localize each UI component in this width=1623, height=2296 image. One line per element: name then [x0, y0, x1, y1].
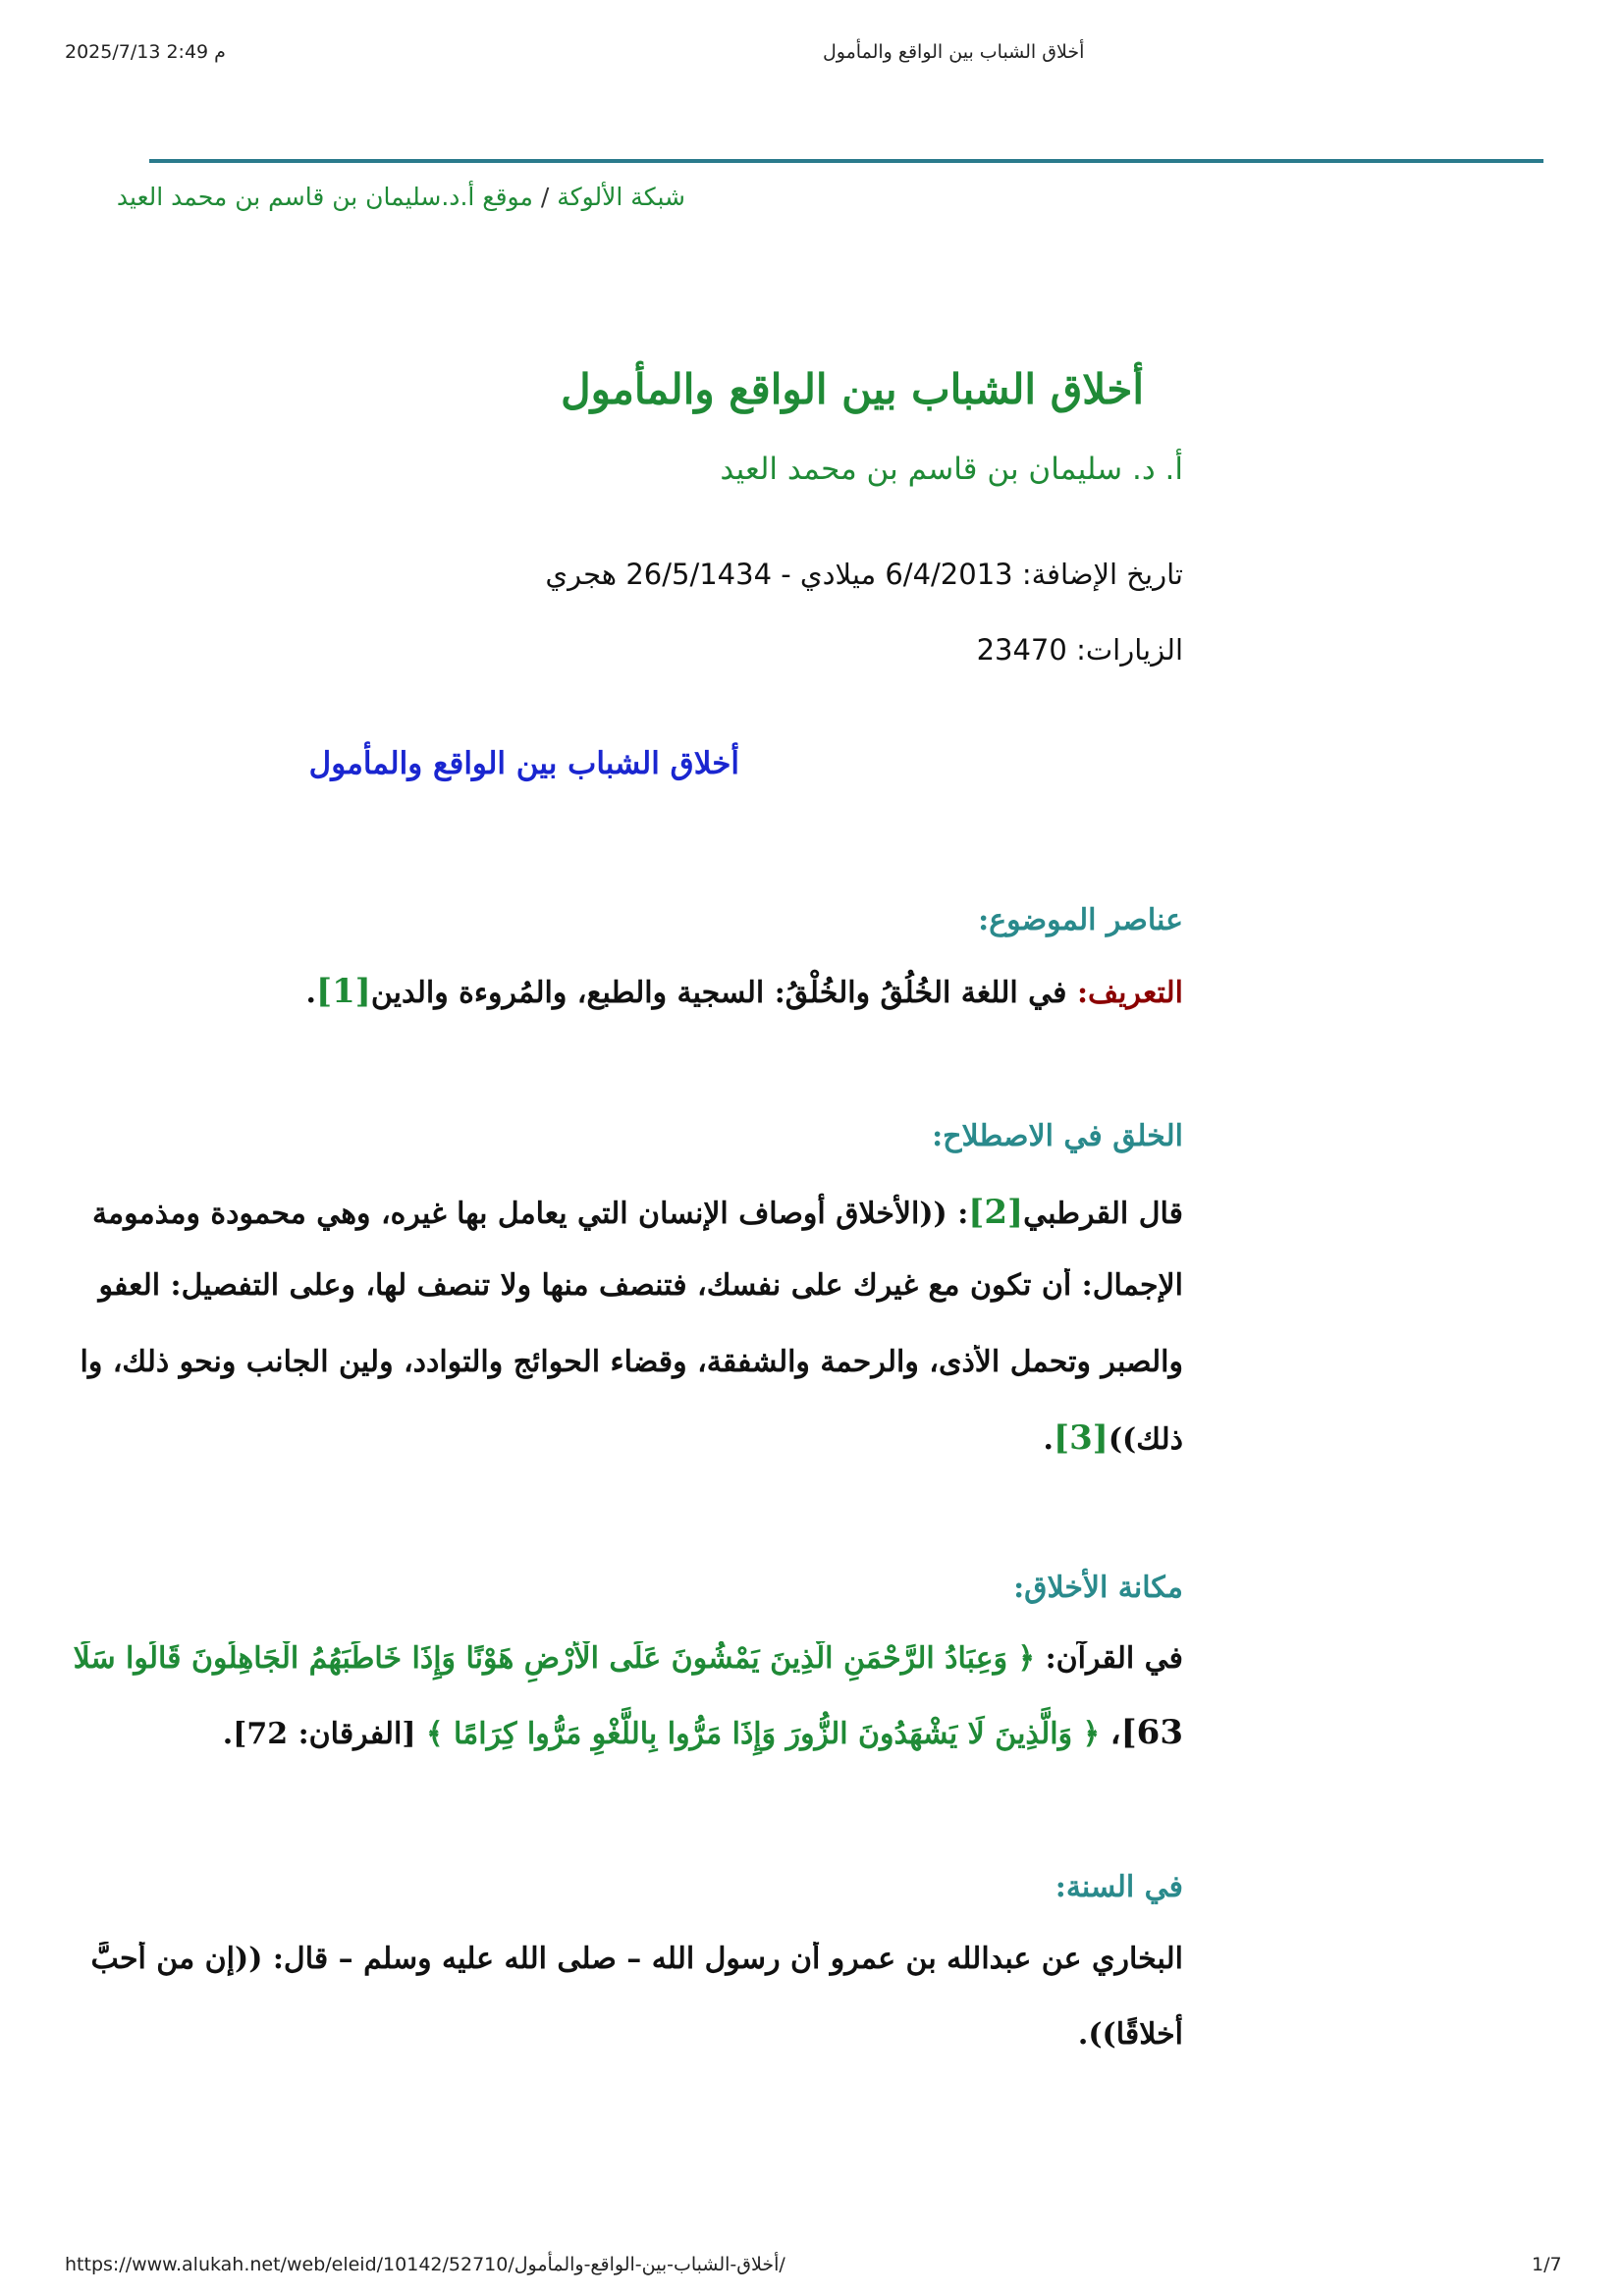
breadcrumb-site-link[interactable]: شبكة الألوكة [557, 183, 685, 211]
elements-heading: عناصر الموضوع: [978, 903, 1183, 937]
article-author[interactable]: أ. د. سليمان بن قاسم بن محمد العيد [720, 452, 1183, 487]
term-line-3: والصبر وتحمل الأذى، والرحمة والشفقة، وقضاء الحوائج والتوادد، ولين الجانب ونحو ذلك، وا [80, 1345, 1183, 1379]
breadcrumb-separator: / [540, 183, 550, 211]
header-divider [149, 159, 1543, 163]
breadcrumb [117, 183, 685, 211]
visits-label: الزيارات: [1076, 633, 1183, 667]
article-title: أخلاق الشباب بين الواقع والمأمول [561, 365, 1144, 413]
sunnah-line-2: أخلاقًا)). [1077, 2017, 1183, 2052]
footnote-ref-2[interactable]: [2] [968, 1193, 1024, 1232]
visits-value: 23470 [976, 633, 1067, 667]
definition-paragraph: التعريف: في اللغة الخُلُقُ والخُلْقُ: السجية والطبع، والمُروءة والدين[1]. [305, 972, 1183, 1011]
term-line-4: ذلك))[3]. [1043, 1418, 1183, 1458]
quran-line-2: 63]، ﴿ وَالَّذِينَ لَا يَشْهَدُونَ الزُّورَ وَإِذَا مَرُّوا بِاللَّغْوِ مَرُّوا كِرَامًا ﴾ [الفرقان: 72]. [222, 1713, 1183, 1752]
quran-verse-2: ﴿ وَالَّذِينَ لَا يَشْهَدُونَ الزُّورَ وَإِذَا مَرُّوا بِاللَّغْوِ مَرُّوا كِرَامًا ﴾ [426, 1717, 1101, 1751]
article-visits [977, 633, 1183, 667]
quran-line-1 [71, 1641, 1183, 1692]
term-line-2: الإجمال: أن تكون مع غيرك على نفسك، فتنصف منها ولا تنصف لها، وعلى التفصيل: العفو [98, 1268, 1183, 1303]
quran-label: في القرآن: [1045, 1641, 1183, 1676]
date-label: تاريخ الإضافة: [1021, 558, 1183, 591]
print-doc-title: أخلاق الشباب بين الواقع والمأمول [823, 41, 1085, 63]
sunnah-heading: في السنة: [1055, 1870, 1183, 1904]
term-line-1: قال القرطبي[2]: ((الأخلاق أوصاف الإنسان التي يعامل بها غيره، وهي محمودة ومذمومة [91, 1193, 1183, 1232]
footnote-ref-3[interactable]: [3] [1053, 1418, 1109, 1458]
quran-reference: [الفرقان: 72] [233, 1717, 416, 1751]
breadcrumb-section-link[interactable]: موقع أ.د.سليمان بن قاسم بن محمد العيد [116, 183, 533, 211]
definition-text: في اللغة الخُلُقُ والخُلْقُ: السجية والطبع، والمُروءة والدين [370, 976, 1067, 1010]
term-heading: الخلق في الاصطلاح: [932, 1119, 1183, 1153]
footnote-ref-1[interactable]: [1] [315, 972, 371, 1011]
quran-verse-1: ﴿ وَعِبَادُ الرَّحْمَنِ الَّذِينَ يَمْشُونَ عَلَى الْأَرْضِ هَوْنًا وَإِذَا خَاطَبَهُمُ الْجَاهِلُونَ قَالُوا سَلَا [73, 1641, 1036, 1676]
print-page-number: 1/7 [1532, 2254, 1562, 2275]
sunnah-line-1: البخاري عن عبدالله بن عمرو أن رسول الله – صلى الله عليه وسلم – قال: ((إن من أحبَّ [90, 1942, 1183, 1976]
print-url: https://www.alukah.net/web/eleid/10142/52710/أخلاق-الشباب-بين-الواقع-والمأمول/ [65, 2254, 785, 2275]
date-value: 6/4/2013 ميلادي - 26/5/1434 هجري [545, 558, 1013, 591]
article-date [545, 558, 1183, 591]
print-datetime: 2025/7/13 2:49 م [65, 41, 226, 63]
article-subtitle: أخلاق الشباب بين الواقع والمأمول [308, 746, 739, 781]
status-heading: مكانة الأخلاق: [1013, 1571, 1183, 1605]
definition-label: التعريف: [1076, 976, 1183, 1010]
